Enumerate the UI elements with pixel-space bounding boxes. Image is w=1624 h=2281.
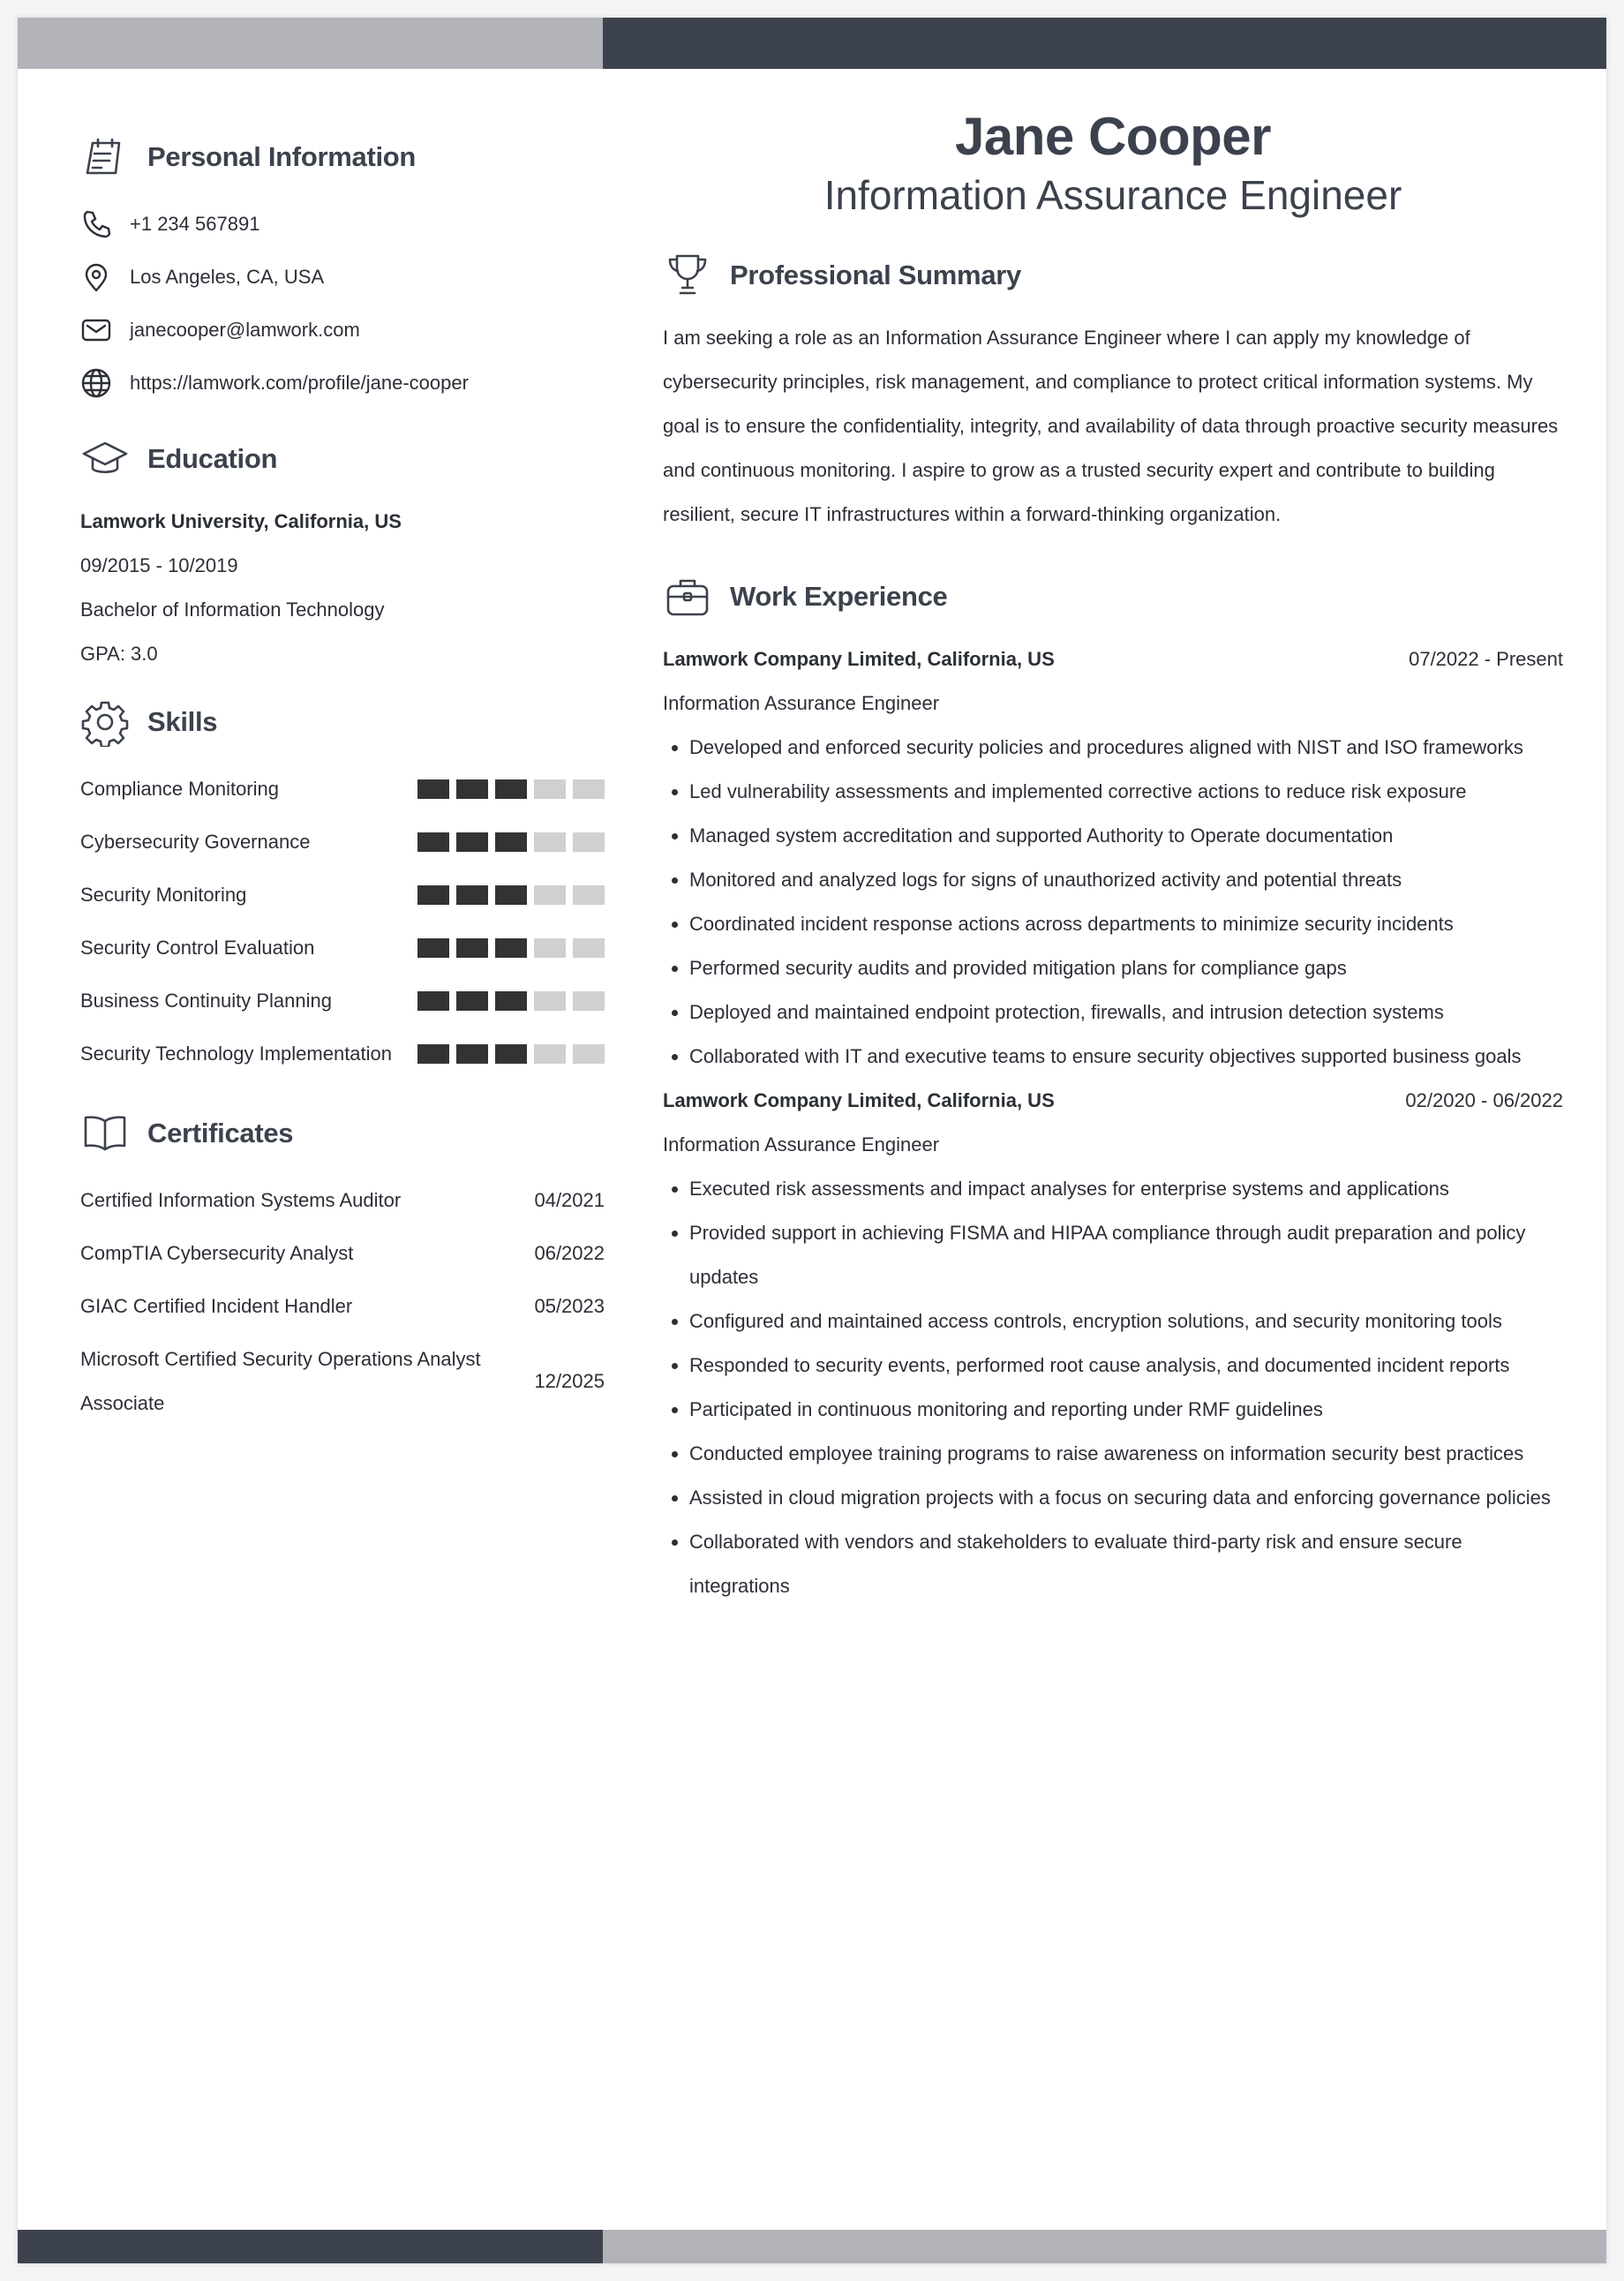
- resume-page: [18, 18, 1606, 2263]
- job-role: Information Assurance Engineer: [663, 692, 940, 714]
- skill-level-block: [495, 779, 527, 799]
- skill-level-block: [417, 779, 449, 799]
- skill-level-block: [534, 832, 566, 852]
- skill-level-block: [495, 938, 527, 958]
- skill-level-block: [417, 832, 449, 852]
- skill-level-meter: [417, 832, 605, 852]
- job-bullet: • Collaborated with IT and executive teams to ensure security objectives supported business goals: [689, 1035, 1563, 1079]
- job-header: [663, 637, 1563, 681]
- skill-level-block: [456, 832, 488, 852]
- job-bullet: • Led vulnerability assessments and implemented corrective actions to reduce risk exposure: [689, 770, 1563, 814]
- job-company: Lamwork Company Limited, California, US: [663, 1089, 1055, 1111]
- skills-header: [80, 694, 605, 750]
- certificate-name: Microsoft Certified Security Operations Analyst Associate: [80, 1348, 481, 1414]
- skill-level-block: [495, 1044, 527, 1064]
- contact-location: [80, 251, 605, 304]
- job-bullets: [663, 1167, 1563, 1608]
- graduation-cap-icon: [80, 433, 133, 486]
- contact-phone: [80, 198, 605, 251]
- open-book-icon: [80, 1107, 133, 1160]
- skill-level-block: [573, 1044, 605, 1064]
- skill-level-block: [456, 779, 488, 799]
- skill-level-block: [417, 938, 449, 958]
- skill-level-block: [573, 832, 605, 852]
- skill-level-block: [456, 1044, 488, 1064]
- job-bullet: • Deployed and maintained endpoint protection, firewalls, and intrusion detection systems: [689, 990, 1563, 1035]
- left-column: [80, 129, 605, 1430]
- personal-info-header: [80, 129, 605, 185]
- skill-level-block: [534, 991, 566, 1011]
- summary-text: I am seeking a role as an Information Assurance Engineer where I can apply my knowledge of cybersecurity principles, risk management, and compliance to protect critical information systems. My goal is to ensure the confidentiality, integrity, and availability of data through proactive security measures and continuous monitoring. I aspire to grow as a trusted security expert and contribute to building resilient, secure IT infrastructures within a forward-thinking organization.: [663, 327, 1559, 525]
- job-bullet: • Developed and enforced security policies and procedures aligned with NIST and ISO frameworks: [689, 726, 1563, 770]
- skill-level-block: [417, 885, 449, 905]
- top-bar-right: [603, 18, 1606, 69]
- skill-level-block: [417, 1044, 449, 1064]
- certificate-row: [80, 1280, 605, 1333]
- job-bullet: • Collaborated with vendors and stakeholders to evaluate third-party risk and ensure secure integrations: [689, 1520, 1563, 1608]
- certificate-name: Certified Information Systems Auditor: [80, 1189, 402, 1211]
- certificates-header: [80, 1105, 605, 1162]
- skills-list: [80, 763, 605, 1080]
- skill-row: [80, 816, 605, 869]
- skill-level-meter: [417, 779, 605, 799]
- bottom-bar-left: [18, 2230, 603, 2263]
- skill-row: [80, 975, 605, 1028]
- certificate-date: 05/2023: [534, 1295, 605, 1317]
- skill-level-block: [495, 885, 527, 905]
- certificate-date: 12/2025: [534, 1370, 605, 1392]
- job-entry: [663, 1079, 1563, 1608]
- skill-level-block: [534, 1044, 566, 1064]
- education-gpa: GPA: 3.0: [80, 643, 158, 665]
- skill-name: Business Continuity Planning: [80, 990, 332, 1012]
- contact-email: [80, 304, 605, 357]
- job-entry: [663, 637, 1563, 1079]
- job-dates: 02/2020 - 06/2022: [1405, 1089, 1563, 1111]
- email-text: janecooper@lamwork.com: [130, 319, 360, 341]
- certificate-date: 06/2022: [534, 1242, 605, 1264]
- jobs-list: [663, 637, 1563, 1608]
- top-bar-left: [18, 18, 603, 69]
- job-bullet: • Monitored and analyzed logs for signs of unauthorized activity and potential threats: [689, 858, 1563, 902]
- skill-row: [80, 763, 605, 816]
- skill-level-block: [417, 991, 449, 1011]
- certificate-row: [80, 1174, 605, 1227]
- right-column: [663, 106, 1563, 1608]
- location-text: Los Angeles, CA, USA: [130, 266, 325, 288]
- job-bullet: • Executed risk assessments and impact analyses for enterprise systems and applications: [689, 1167, 1563, 1211]
- website-text: https://lamwork.com/profile/jane-cooper: [130, 372, 469, 394]
- education-degree: Bachelor of Information Technology: [80, 598, 385, 621]
- skill-level-block: [534, 779, 566, 799]
- skill-level-meter: [417, 1044, 605, 1064]
- contact-website: [80, 357, 605, 410]
- skill-level-block: [534, 938, 566, 958]
- experience-title: Work Experience: [730, 581, 948, 612]
- briefcase-icon: [663, 570, 716, 623]
- personal-info-title: Personal Information: [147, 141, 417, 172]
- skill-name: Security Monitoring: [80, 884, 247, 906]
- education-dates: 09/2015 - 10/2019: [80, 554, 238, 576]
- job-bullet: • Conducted employee training programs to raise awareness on information security best practices: [689, 1432, 1563, 1476]
- job-role: Information Assurance Engineer: [663, 1133, 940, 1156]
- job-bullet: • Performed security audits and provided mitigation plans for compliance gaps: [689, 946, 1563, 990]
- skill-name: Cybersecurity Governance: [80, 831, 311, 853]
- certificate-row: [80, 1227, 605, 1280]
- certificates-title: Certificates: [147, 1118, 294, 1148]
- job-bullet: • Assisted in cloud migration projects with a focus on securing data and enforcing governance policies: [689, 1476, 1563, 1520]
- job-bullet: • Managed system accreditation and supported Authority to Operate documentation: [689, 814, 1563, 858]
- skill-row: [80, 1028, 605, 1080]
- skill-level-meter: [417, 885, 605, 905]
- mail-icon: [80, 312, 116, 348]
- skill-level-block: [573, 991, 605, 1011]
- job-company: Lamwork Company Limited, California, US: [663, 648, 1055, 670]
- candidate-name: Jane Cooper: [955, 107, 1271, 166]
- skill-level-block: [495, 832, 527, 852]
- summary-header: [663, 247, 1563, 304]
- job-bullet: • Configured and maintained access controls, encryption solutions, and security monitoring tools: [689, 1299, 1563, 1344]
- skill-level-block: [573, 885, 605, 905]
- job-header: [663, 1079, 1563, 1123]
- phone-icon: [80, 207, 116, 242]
- skill-name: Security Control Evaluation: [80, 937, 315, 959]
- skill-row: [80, 869, 605, 922]
- phone-text: +1 234 567891: [130, 213, 260, 235]
- education-header: [80, 431, 605, 487]
- skill-level-meter: [417, 991, 605, 1011]
- skill-level-block: [456, 991, 488, 1011]
- job-bullet: • Coordinated incident response actions across departments to minimize security incidents: [689, 902, 1563, 946]
- job-bullet: • Responded to security events, performed root cause analysis, and documented incident reports: [689, 1344, 1563, 1388]
- education-title: Education: [147, 443, 278, 474]
- candidate-title: Information Assurance Engineer: [823, 172, 1402, 218]
- experience-header: [663, 568, 1563, 625]
- job-bullet: • Participated in continuous monitoring and reporting under RMF guidelines: [689, 1388, 1563, 1432]
- job-bullets: [663, 726, 1563, 1079]
- summary-title: Professional Summary: [730, 260, 1021, 290]
- skill-level-block: [573, 938, 605, 958]
- skill-level-block: [456, 885, 488, 905]
- certificate-date: 04/2021: [534, 1189, 605, 1211]
- job-bullet: • Provided support in achieving FISMA and HIPAA compliance through audit preparation and policy updates: [689, 1211, 1563, 1299]
- certificate-name: GIAC Certified Incident Handler: [80, 1295, 353, 1317]
- certificate-name: CompTIA Cybersecurity Analyst: [80, 1242, 354, 1264]
- skill-level-meter: [417, 938, 605, 958]
- skill-level-block: [456, 938, 488, 958]
- skills-title: Skills: [147, 706, 218, 737]
- calendar-card-icon: [80, 131, 133, 184]
- skill-row: [80, 922, 605, 975]
- trophy-icon: [663, 249, 716, 302]
- job-dates: 07/2022 - Present: [1409, 648, 1563, 670]
- certificate-row: [80, 1333, 605, 1430]
- skill-level-block: [495, 991, 527, 1011]
- skill-level-block: [573, 779, 605, 799]
- location-pin-icon: [80, 260, 116, 295]
- skill-name: Compliance Monitoring: [80, 778, 279, 800]
- certificates-list: [80, 1174, 605, 1430]
- gear-icon: [80, 696, 133, 749]
- skill-level-block: [534, 885, 566, 905]
- education-school: Lamwork University, California, US: [80, 510, 402, 532]
- globe-icon: [80, 365, 116, 401]
- skill-name: Security Technology Implementation: [80, 1043, 393, 1065]
- bottom-bar-right: [603, 2230, 1606, 2263]
